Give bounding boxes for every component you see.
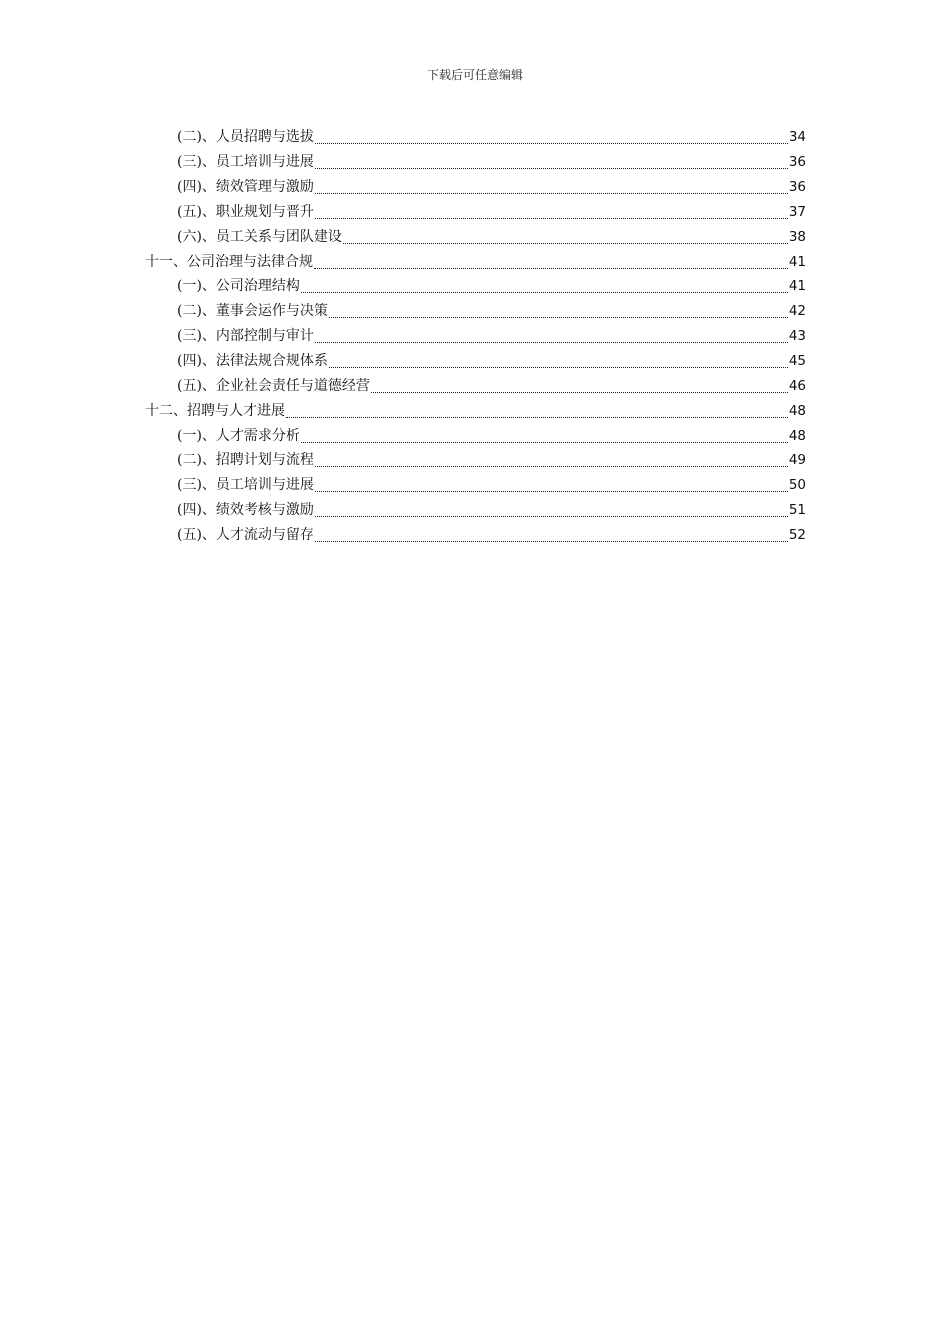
toc-entry-title: (四)、绩效管理与激励: [177, 179, 314, 196]
toc-entry[interactable]: [177, 473, 806, 498]
toc-entry[interactable]: [177, 299, 806, 324]
toc-entry[interactable]: [177, 523, 806, 548]
toc-dot-leader: [315, 448, 788, 472]
toc-entry-page: 34: [788, 129, 806, 146]
toc-entry-page: 41: [788, 278, 806, 295]
toc-chapter-entry[interactable]: [145, 249, 806, 274]
toc-dot-leader: [315, 200, 788, 224]
toc-entry-page: 42: [788, 303, 806, 320]
toc-entry[interactable]: [177, 498, 806, 523]
toc-entry[interactable]: [177, 324, 806, 349]
toc-entry[interactable]: [177, 150, 806, 175]
toc-dot-leader: [315, 150, 788, 174]
toc-entry-page: 50: [788, 477, 806, 494]
toc-dot-leader: [301, 424, 788, 448]
toc-entry[interactable]: [177, 448, 806, 473]
toc-entry-title: 十二、招聘与人才进展: [145, 402, 285, 419]
toc-dot-leader: [329, 349, 788, 373]
toc-dot-leader: [315, 175, 788, 199]
toc-entry[interactable]: [177, 125, 806, 150]
toc-entry-page: 38: [788, 228, 806, 245]
page-header: 下载后可任意编辑: [426, 68, 523, 82]
toc-entry-page: 48: [788, 427, 806, 444]
toc-entry-title: (三)、内部控制与审计: [177, 328, 314, 345]
toc-entry-page: 43: [788, 328, 806, 345]
toc-entry[interactable]: [177, 200, 806, 225]
toc-chapter-entry[interactable]: [145, 398, 806, 423]
toc-entry-title: (一)、公司治理结构: [177, 278, 300, 295]
toc-dot-leader: [314, 250, 788, 274]
toc-entry-title: (一)、人才需求分析: [177, 427, 300, 444]
toc-entry-title: (三)、员工培训与进展: [177, 154, 314, 171]
toc-dot-leader: [371, 374, 788, 398]
toc-entry[interactable]: [177, 349, 806, 374]
toc-entry[interactable]: [177, 423, 806, 448]
toc-entry-title: (二)、董事会运作与决策: [177, 303, 328, 320]
toc-entry[interactable]: [177, 373, 806, 398]
toc-entry[interactable]: [177, 224, 806, 249]
toc-entry[interactable]: [177, 175, 806, 200]
table-of-contents: [0, 125, 950, 547]
toc-dot-leader: [315, 125, 788, 149]
toc-entry-title: (四)、绩效考核与激励: [177, 502, 314, 519]
toc-entry-page: 52: [788, 526, 806, 543]
toc-entry-title: (六)、员工关系与团队建设: [177, 228, 342, 245]
toc-entry-page: 46: [788, 377, 806, 394]
toc-dot-leader: [315, 523, 788, 547]
toc-entry-page: 45: [788, 353, 806, 370]
toc-entry-page: 49: [788, 452, 806, 469]
toc-entry-title: (五)、人才流动与留存: [177, 526, 314, 543]
toc-dot-leader: [315, 473, 788, 497]
toc-entry-page: 36: [788, 179, 806, 196]
toc-dot-leader: [301, 274, 788, 298]
toc-entry-title: (四)、法律法规合规体系: [177, 353, 328, 370]
toc-entry-title: (五)、职业规划与晋升: [177, 203, 314, 220]
toc-dot-leader: [286, 399, 788, 423]
toc-entry-title: (五)、企业社会责任与道德经营: [177, 377, 370, 394]
toc-entry[interactable]: [177, 274, 806, 299]
toc-entry-page: 51: [788, 502, 806, 519]
toc-entry-title: (二)、人员招聘与选拔: [177, 129, 314, 146]
toc-entry-page: 36: [788, 154, 806, 171]
toc-dot-leader: [329, 299, 788, 323]
toc-entry-page: 41: [788, 253, 806, 270]
toc-entry-title: 十一、公司治理与法律合规: [145, 253, 313, 270]
toc-entry-page: 37: [788, 203, 806, 220]
toc-entry-page: 48: [788, 402, 806, 419]
toc-dot-leader: [315, 498, 788, 522]
toc-entry-title: (二)、招聘计划与流程: [177, 452, 314, 469]
toc-dot-leader: [315, 324, 788, 348]
toc-dot-leader: [343, 225, 788, 249]
toc-entry-title: (三)、员工培训与进展: [177, 477, 314, 494]
